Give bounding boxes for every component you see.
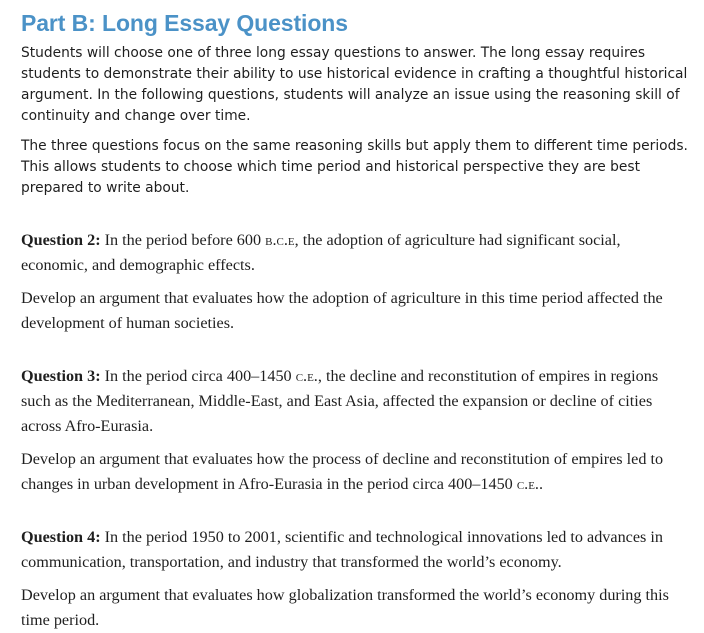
question-3-text-part2: , the decline and reconstitution of empires in regions such as the Mediterranean, Middle-East, and East Asia, affected the expansion or decline of cities across Afro-Eurasia. <box>21 367 659 435</box>
intro-paragraph-1: Students will choose one of three long essay questions to answer. The long essay requires students to demonstrate their ability to use historical evidence in crafting a thoughtful historical argument. In the following questions, students will analyze an issue using the reasoning skill of continuity and change over time. <box>21 45 688 124</box>
question-3-prompt-era: c.e. <box>516 475 539 493</box>
question-4-text-body: In the period 1950 to 2001, scientific and technological innovations led to advances in communication, transportation, and industry that transformed the world’s economy. <box>21 528 663 571</box>
question-2-era: b.c.e <box>265 231 295 249</box>
document-page <box>21 8 689 633</box>
section-title: Part B: Long Essay Questions <box>21 10 348 36</box>
question-3-text-part1: In the period circa 400–1450 <box>100 367 296 385</box>
question-3-text <box>21 364 689 439</box>
question-2-text-part2: , the adoption of agriculture had significant social, economic, and demographic effects. <box>21 231 621 274</box>
question-4-label: Question 4: <box>21 528 101 546</box>
question-2-label: Question 2: <box>21 231 101 249</box>
question-3-label: Question 3: <box>21 367 101 385</box>
question-3-prompt-part2: . <box>538 475 544 493</box>
question-2-text-part1: In the period before 600 <box>100 231 266 249</box>
question-3-prompt-part1: Develop an argument that evaluates how the process of decline and reconstitution of empires led to changes in urban development in Afro-Eurasia in the period circa 400–1450 <box>21 450 664 493</box>
question-2-block <box>21 228 689 336</box>
question-4-block <box>21 525 689 633</box>
question-3-block <box>21 364 689 497</box>
question-2-prompt: Develop an argument that evaluates how the adoption of agriculture in this time period affected the development of human societies. <box>21 289 663 332</box>
question-4-text <box>21 525 689 575</box>
intro-paragraph-2: The three questions focus on the same reasoning skills but apply them to different time periods. This allows students to choose which time period and historical perspective they are best prepared to write about. <box>21 138 688 196</box>
question-4-prompt: Develop an argument that evaluates how globalization transformed the world’s economy during this time period. <box>21 586 669 629</box>
question-3-era: c.e. <box>295 367 318 385</box>
question-2-text <box>21 228 689 278</box>
question-3-prompt <box>21 447 689 497</box>
